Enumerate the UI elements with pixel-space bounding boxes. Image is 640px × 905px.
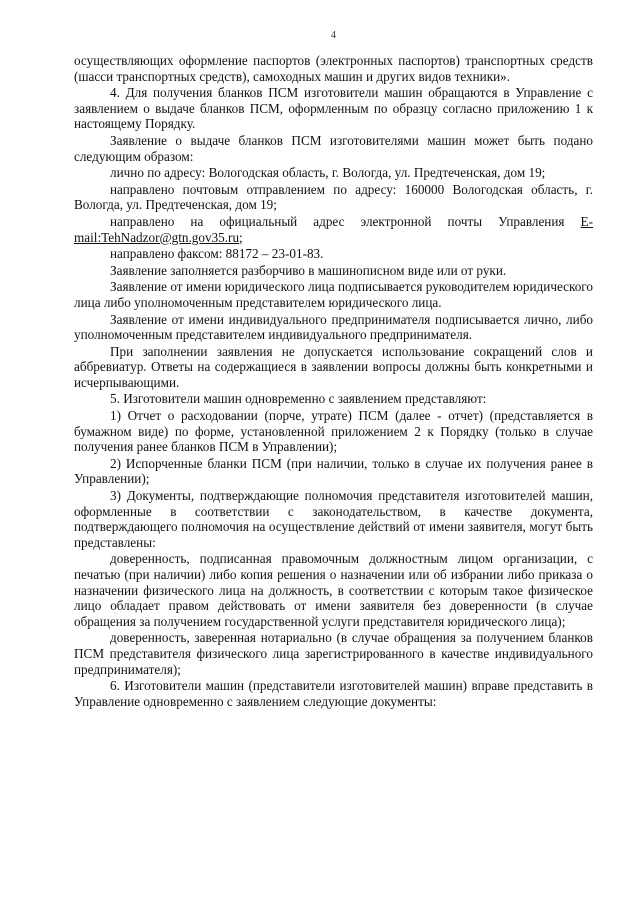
page-number: 4 <box>331 30 336 41</box>
paragraph-power-of-attorney-signed: доверенность, подписанная правомочным должностным лицом организации, с печатью (при наличии) либо копия решения о назначении или об избрании либо приказа о назначении физического лица на должность, в соответствии с которым такое физическое лицо обладает правом действовать от имени заявителя без доверенности (в случае обращения за получением государственной услуги представителя юридического лица); <box>74 551 593 629</box>
paragraph-in-person: лично по адресу: Вологодская область, г. Вологда, ул. Предтеченская, дом 19; <box>110 165 546 181</box>
paragraph-continuation: осуществляющих оформление паспортов (электронных паспортов) транспортных средств (шасси транспортных средств), самоходных машин и других видов техники». <box>74 53 593 84</box>
paragraph-by-email <box>74 214 593 245</box>
paragraph-item-4: 4. Для получения бланков ПСМ изготовители машин обращаются в Управление с заявлением о выдаче бланков ПСМ, оформленным по образцу согласно приложению 1 к настоящему Порядку. <box>74 85 593 132</box>
email-link[interactable]: E-mail:TehNadzor@gtn.gov35.ru; <box>74 213 593 245</box>
paragraph-spoiled-forms: 2) Испорченные бланки ПСМ (при наличии, только в случае их получения ранее в Управлении); <box>74 455 593 487</box>
paragraph-authority-documents: 3) Документы, подтверждающие полномочия представителя изготовителей машин, оформленные в соответствии с законодательством, в качестве документа, подтверждающего полномочия на осуществление действий от имени заявителя, могут быть представлены: <box>74 488 593 550</box>
paragraph-power-of-attorney-notarized: доверенность, заверенная нотариально (в случае обращения за получением бланков ПСМ представителя физического лица зарегистрированного в качестве индивидуального предпринимателя); <box>74 630 593 677</box>
paragraph-entrepreneur: Заявление от имени индивидуального предпринимателя подписывается лично, либо уполномоченным представителем индивидуального предпринимателя. <box>74 311 593 343</box>
paragraph-item-5: 5. Изготовители машин одновременно с заявлением представляют: <box>110 391 487 407</box>
paragraph-legal-entity: Заявление от имени юридического лица подписывается руководителем юридического лица либо уполномоченным представителем юридического лица. <box>74 279 593 310</box>
paragraph-by-email-text: направлено на официальный адрес электронной почты Управления <box>110 213 581 229</box>
paragraph-by-fax: направлено факсом: 88172 – 23-01-83. <box>110 246 324 262</box>
paragraph-item-6: 6. Изготовители машин (представители изготовителей машин) вправе представить в Управление одновременно с заявлением следующие документы: <box>74 678 593 709</box>
paragraph-submission-methods: Заявление о выдаче бланков ПСМ изготовителями машин может быть подано следующим образом: <box>74 132 593 164</box>
paragraph-no-abbreviations: При заполнении заявления не допускается использование сокращений слов и аббревиатур. Ответы на содержащиеся в заявлении вопросы должны быть конкретными и исчерпывающими. <box>74 343 593 390</box>
paragraph-report: 1) Отчет о расходовании (порче, утрате) ПСМ (далее - отчет) (представляется в бумажном виде) по форме, установленной приложением 2 к Порядку (только в случае получения ранее бланков ПСМ в Управлении); <box>74 408 593 455</box>
paragraph-legibility: Заявление заполняется разборчиво в машинописном виде или от руки. <box>110 262 507 278</box>
paragraph-by-post: направлено почтовым отправлением по адресу: 160000 Вологодская область, г. Вологда, ул. Предтеченская, дом 19; <box>74 181 593 213</box>
